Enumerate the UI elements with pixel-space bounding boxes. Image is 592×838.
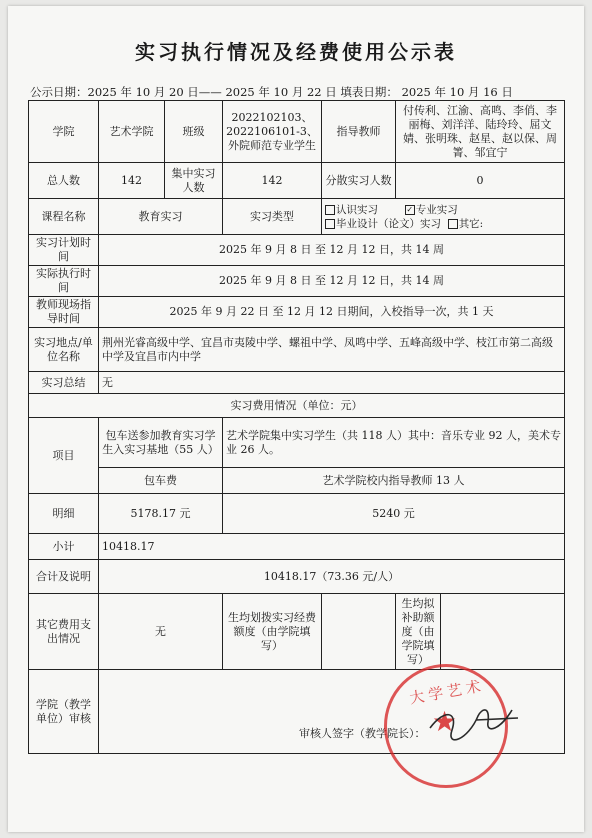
other-value: 无 — [99, 594, 223, 670]
sub-bus-fee: 包车费 — [99, 468, 223, 494]
central-label: 集中实习人数 — [165, 163, 223, 199]
item-students: 艺术学院集中实习学生（共 118 人）其中：音乐专业 92 人，美术专业 26 人。 — [223, 418, 565, 468]
scattered-value: 0 — [396, 163, 565, 199]
seal-star-icon: ★ — [432, 705, 458, 738]
guide-label: 教师现场指导时间 — [29, 297, 99, 328]
report-table — [28, 100, 565, 754]
teacher-value: 付传利、江渝、高鸣、李俏、李丽梅、刘洋洋、陆玲玲、屈文婧、张明珠、赵星、赵以保、周箐、邹宜宁 — [396, 101, 565, 163]
type-options — [322, 199, 565, 235]
grand-total-label: 合计及说明 — [29, 560, 99, 594]
course-value: 教育实习 — [99, 199, 223, 235]
college-label: 学院 — [29, 101, 99, 163]
other-label: 其它费用支出情况 — [29, 594, 99, 670]
document-title: 实习执行情况及经费使用公示表 — [135, 40, 457, 64]
seal-text: 大学艺术 — [408, 676, 487, 708]
review-signature-label: 审核人签字（教学院长）： — [299, 727, 426, 740]
class-label: 班级 — [165, 101, 223, 163]
summary-value: 无 — [99, 372, 565, 394]
option-other: 其它: — [448, 218, 484, 230]
total-people-value: 142 — [99, 163, 165, 199]
date-line: 公示日期：2025 年 10 月 20 日—— 2025 年 10 月 22 日 填表日期： 2025 年 10 月 16 日 — [30, 85, 513, 99]
teacher-label: 指导教师 — [322, 101, 396, 163]
central-value: 142 — [223, 163, 322, 199]
checkbox-empty-icon — [448, 219, 458, 229]
grant-label: 生均划拨实习经费额度（由学院填写） — [223, 594, 322, 670]
detail-label: 明细 — [29, 494, 99, 534]
plan-label: 实习计划时间 — [29, 235, 99, 266]
actual-value: 2025 年 9 月 8 日 至 12 月 12 日，共 14 周 — [99, 266, 565, 297]
sub-teachers: 艺术学院校内指导教师 13 人 — [223, 468, 565, 494]
place-label: 实习地点/单位名称 — [29, 328, 99, 372]
scattered-label: 分散实习人数 — [322, 163, 396, 199]
type-label: 实习类型 — [223, 199, 322, 235]
total-people-label: 总人数 — [29, 163, 99, 199]
guide-value: 2025 年 9 月 22 日 至 12 月 12 日期间，入校指导一次，共 1 天 — [99, 297, 565, 328]
grant-value — [322, 594, 396, 670]
summary-label: 实习总结 — [29, 372, 99, 394]
detail-bus: 5178.17 元 — [99, 494, 223, 534]
detail-teachers: 5240 元 — [223, 494, 565, 534]
checkbox-empty-icon — [325, 219, 335, 229]
checkbox-checked-icon: ✓ — [406, 204, 414, 214]
grand-total-value: 10418.17（73.36 元/人） — [99, 560, 565, 594]
option-professional: ✓ 专业实习 — [406, 203, 458, 216]
subsidy-label: 生均拟补助额度（由学院填写） — [396, 594, 441, 670]
plan-value: 2025 年 9 月 8 日 至 12 月 12 日，共 14 周 — [99, 235, 565, 266]
item-bus: 包车送参加教育实习学生入实习基地（55 人） — [99, 418, 223, 468]
class-value: 2022102103、2022106101-3、外院师范专业学生 — [223, 101, 322, 163]
item-label: 项目 — [29, 418, 99, 494]
course-label: 课程名称 — [29, 199, 99, 235]
expense-header: 实习费用情况（单位：元） — [29, 394, 565, 418]
subtotal-value: 10418.17 — [99, 534, 565, 560]
checkbox-empty-icon — [325, 205, 335, 215]
college-value: 艺术学院 — [99, 101, 165, 163]
place-value: 荆州光睿高级中学、宜昌市夷陵中学、螺祖中学、凤鸣中学、五峰高级中学、枝江市第二高级中学及宜昌市内中学 — [99, 328, 565, 372]
option-recognition: 认识实习 — [325, 204, 378, 216]
option-graduation: 毕业设计（论文）实习 — [325, 218, 441, 230]
actual-label: 实际执行时间 — [29, 266, 99, 297]
subsidy-value — [441, 594, 565, 670]
subtotal-label: 小计 — [29, 534, 99, 560]
review-label: 学院（教学单位）审核 — [29, 670, 99, 754]
handwritten-signature — [420, 690, 530, 750]
